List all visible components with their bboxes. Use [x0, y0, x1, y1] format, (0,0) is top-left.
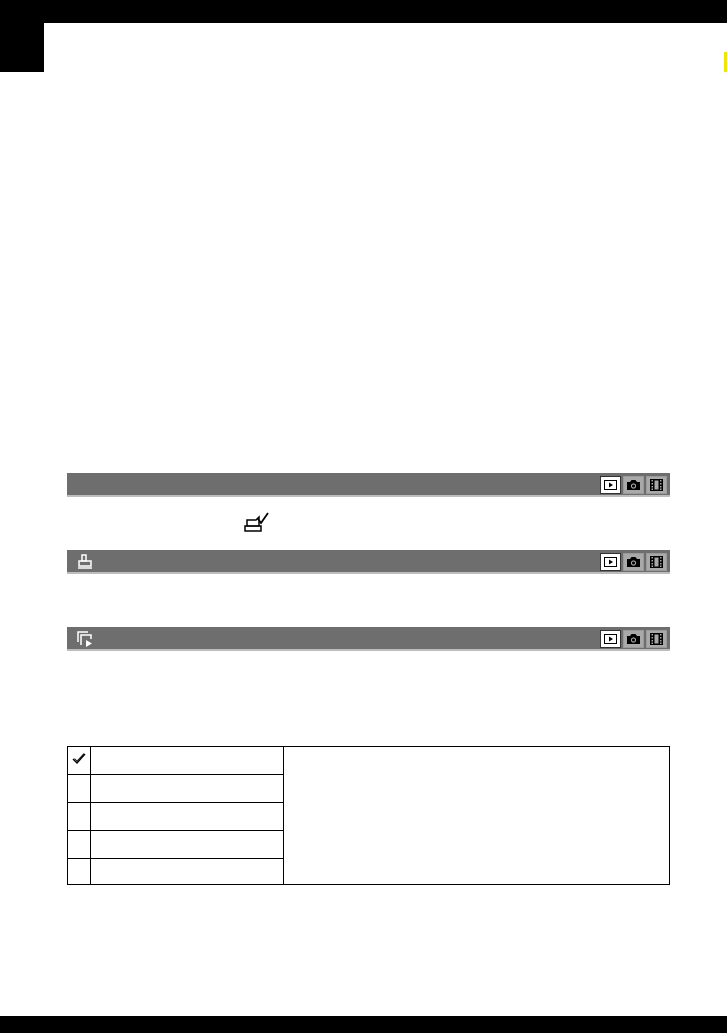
setting-row[interactable]	[68, 831, 283, 859]
setting-row[interactable]	[68, 747, 283, 775]
setting-label	[91, 747, 283, 774]
movie-icon	[646, 553, 667, 571]
check-cell	[68, 775, 91, 802]
setting-row[interactable]	[68, 775, 283, 803]
settings-table	[67, 746, 670, 885]
print-icon	[76, 553, 94, 571]
camera-icon	[623, 630, 644, 648]
mode-icons	[600, 476, 667, 494]
top-black-bar	[0, 0, 727, 23]
check-cell	[68, 747, 91, 774]
movie-icon	[646, 630, 667, 648]
section-bar-1	[67, 473, 670, 497]
description-cell	[284, 747, 669, 884]
playback-icon	[600, 630, 621, 648]
check-cell	[68, 831, 91, 858]
playback-icon	[600, 553, 621, 571]
check-cell	[68, 859, 91, 884]
check-cell	[68, 803, 91, 830]
setting-label	[91, 803, 283, 830]
section-bar-2	[67, 550, 670, 574]
section-bar-3	[67, 627, 670, 651]
setting-label	[91, 859, 283, 884]
corner-tab	[0, 0, 44, 72]
mode-icons	[600, 553, 667, 571]
setting-row[interactable]	[68, 803, 283, 831]
camera-icon	[623, 476, 644, 494]
dpof-print-mark-icon	[244, 512, 270, 534]
checkmark-icon	[72, 752, 86, 770]
bottom-black-bar	[0, 1016, 727, 1033]
setting-label	[91, 831, 283, 858]
slideshow-icon	[76, 630, 94, 648]
playback-icon	[600, 476, 621, 494]
movie-icon	[646, 476, 667, 494]
mode-icons	[600, 630, 667, 648]
setting-row[interactable]	[68, 859, 283, 884]
setting-label	[91, 775, 283, 802]
camera-icon	[623, 553, 644, 571]
